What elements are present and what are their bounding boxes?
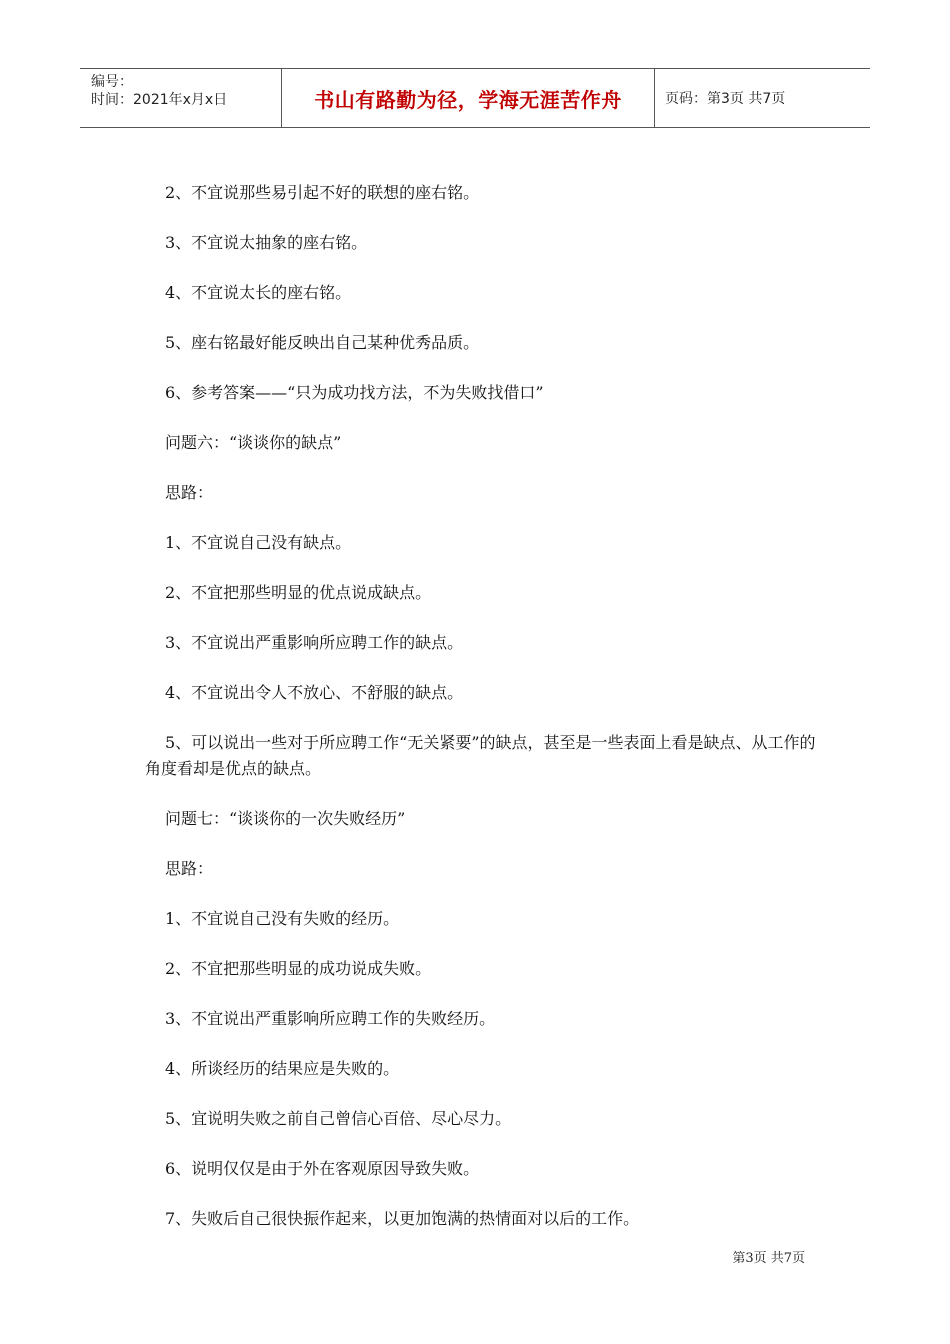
paragraph: 6、参考答案——“只为成功找方法，不为失败找借口”	[165, 383, 544, 402]
document-number-label: 编号：	[91, 74, 133, 90]
page-header	[80, 68, 870, 128]
paragraph: 2、不宜说那些易引起不好的联想的座右铭。	[165, 183, 480, 202]
header-motto: 书山有路勤为径，学海无涯苦作舟	[282, 69, 655, 127]
paragraph: 5、可以说出一些对于所应聘工作“无关紧要”的缺点，甚至是一些表面上看是缺点、从工作的角度看却是优点的缺点。	[145, 733, 816, 778]
paragraph: 4、不宜说出令人不放心、不舒服的缺点。	[165, 683, 464, 702]
paragraph: 5、宜说明失败之前自己曾信心百倍、尽心尽力。	[165, 1109, 512, 1128]
paragraph: 2、不宜把那些明显的成功说成失败。	[165, 959, 432, 978]
paragraph: 5、座右铭最好能反映出自己某种优秀品质。	[165, 333, 480, 352]
document-body	[145, 180, 825, 1256]
paragraph: 4、所谈经历的结果应是失败的。	[165, 1059, 400, 1078]
paragraph: 7、失败后自己很快振作起来，以更加饱满的热情面对以后的工作。	[165, 1209, 640, 1228]
header-page-number: 页码：第3页 共7页	[665, 91, 786, 107]
paragraph: 2、不宜把那些明显的优点说成缺点。	[165, 583, 432, 602]
approach-label: 思路：	[165, 859, 214, 878]
paragraph: 3、不宜说出严重影响所应聘工作的缺点。	[165, 633, 464, 652]
paragraph: 1、不宜说自己没有缺点。	[165, 533, 352, 552]
paragraph: 3、不宜说出严重影响所应聘工作的失败经历。	[165, 1009, 496, 1028]
paragraph: 4、不宜说太长的座右铭。	[165, 283, 352, 302]
paragraph: 3、不宜说太抽象的座右铭。	[165, 233, 368, 252]
question-heading: 问题七：“谈谈你的一次失败经历”	[165, 809, 406, 828]
document-time-label: 时间：2021年x月x日	[91, 92, 228, 108]
paragraph: 1、不宜说自己没有失败的经历。	[165, 909, 400, 928]
question-heading: 问题六：“谈谈你的缺点”	[165, 433, 342, 452]
approach-label: 思路：	[165, 483, 214, 502]
paragraph: 6、说明仅仅是由于外在客观原因导致失败。	[165, 1159, 480, 1178]
header-meta	[80, 69, 282, 127]
page-footer: 第3页 共7页	[732, 1251, 805, 1266]
